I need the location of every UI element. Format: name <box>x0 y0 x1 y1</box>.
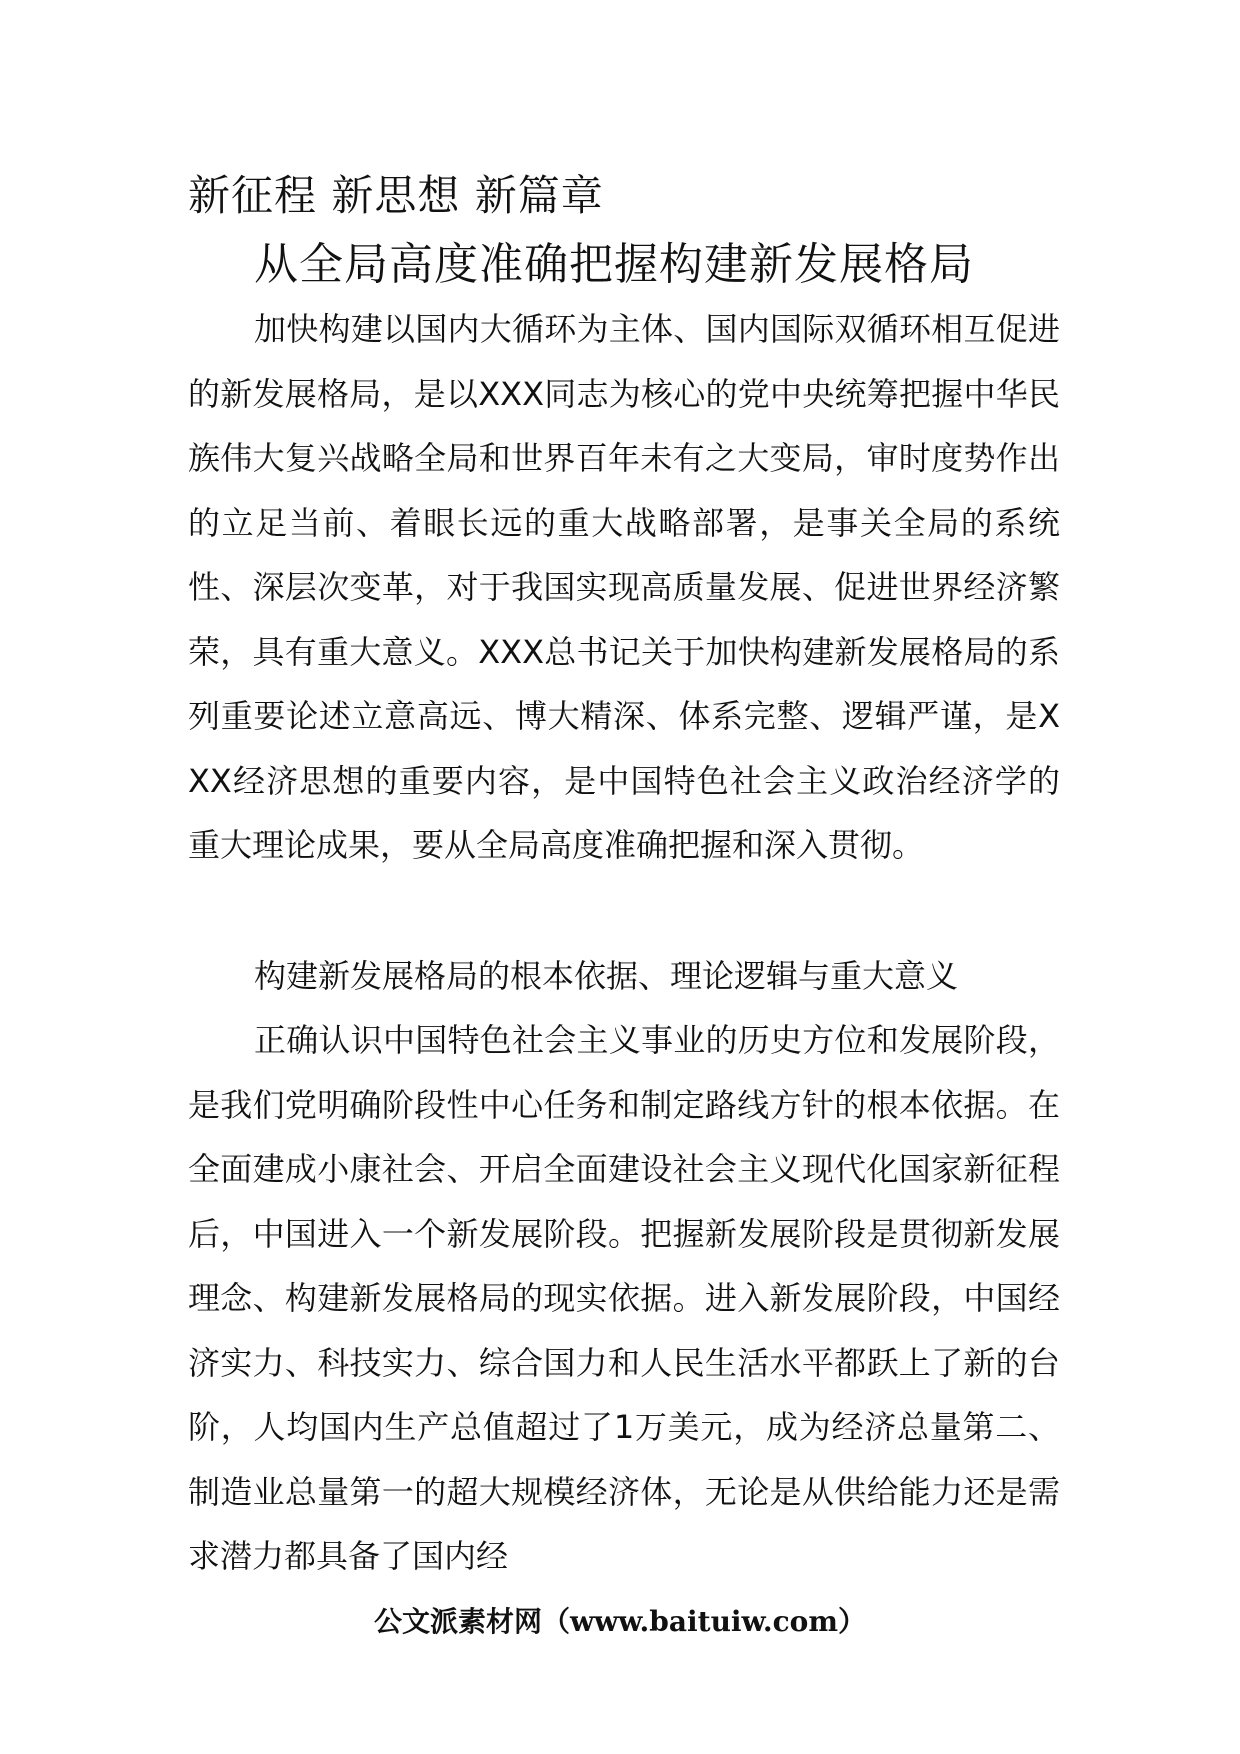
body-paragraph: 正确认识中国特色社会主义事业的历史方位和发展阶段，是我们党明确阶段性中心任务和制定路线方针的根本依据。在全面建成小康社会、开启全面建设社会主义现代化国家新征程后，中国进入一个新发展阶段。把握新发展阶段是贯彻新发展理念、构建新发展格局的现实依据。进入新发展阶段，中国经济实力、科技实力、综合国力和人民生活水平都跃上了新的台阶，人均国内生产总值超过了1万美元，成为经济总量第二、制造业总量第一的超大规模经济体，无论是从供给能力还是需求潜力都具备了国内经 <box>188 1021 1060 1575</box>
section-heading: 构建新发展格局的根本依据、理论逻辑与重大意义 <box>254 957 959 995</box>
header-title: 新征程 新思想 新篇章 <box>188 171 604 220</box>
footer-watermark: 公文派素材网（www.baituiw.com） <box>374 1605 866 1638</box>
article-title: 从全局高度准确把握构建新发展格局 <box>254 239 974 290</box>
body-paragraph: 加快构建以国内大循环为主体、国内国际双循环相互促进的新发展格局，是以XXX同志为核心的党中央统筹把握中华民族伟大复兴战略全局和世界百年未有之大变局，审时度势作出的立足当前、着眼长远的重大战略部署，是事关全局的系统性、深层次变革，对于我国实现高质量发展、促进世界经济繁荣，具有重大意义。XXX总书记关于加快构建新发展格局的系列重要论述立意高远、博大精深、体系完整、逻辑严谨，是XXX经济思想的重要内容，是中国特色社会主义政治经济学的重大理论成果，要从全局高度准确把握和深入贯彻。 <box>188 310 1060 864</box>
